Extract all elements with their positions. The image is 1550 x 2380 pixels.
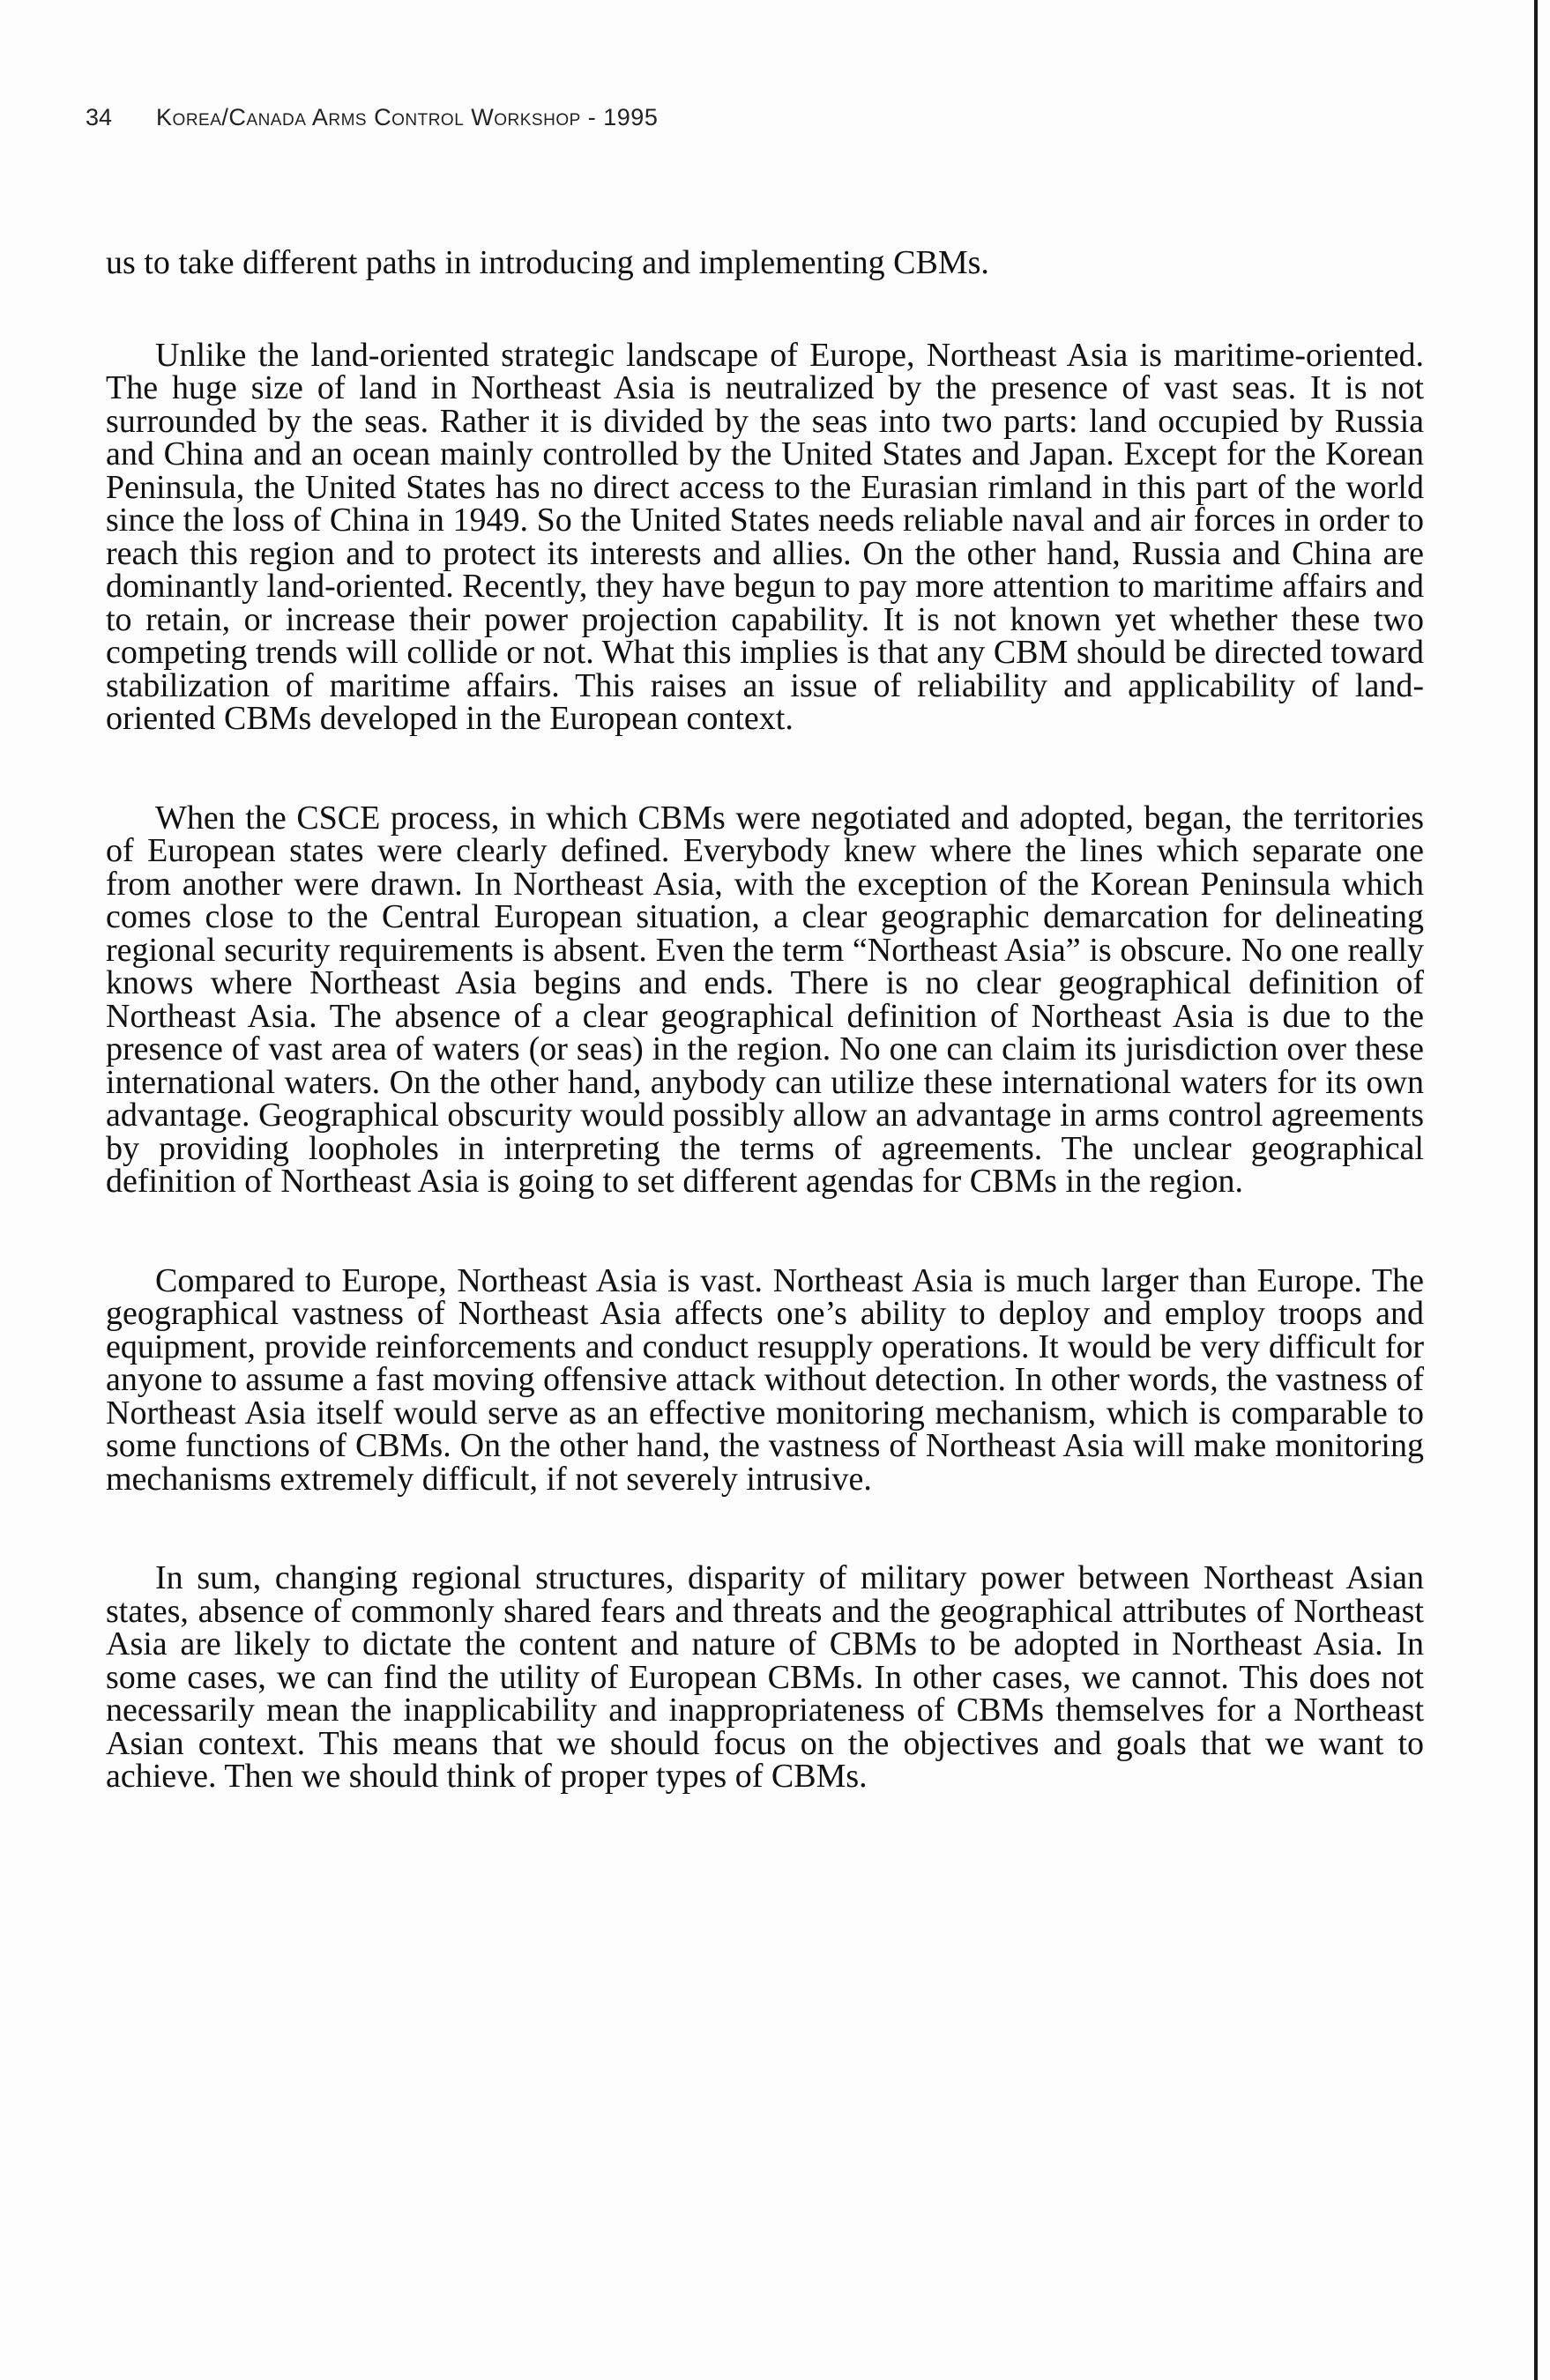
- paragraph-continuation: us to take different paths in introducing and implementing CBMs.: [106, 244, 989, 281]
- page-edge-line: [1534, 0, 1538, 2380]
- paragraph-summary: In sum, changing regional structures, disparity of military power between Northeast Asian states, absence of commonly shared fears and threats and the geographical attributes of Northeast Asia are likely to dictate the content and nature of CBMs to be adopted in Northeast Asia. In some cases, we can find the utility of European CBMs. In other cases, we cannot. This does not necessarily mean the inapplicability and inappropriateness of CBMs themselves for a Northeast Asian context. This means that we should focus on the objectives and goals that we want to achieve. Then we should think of proper types of CBMs.: [106, 1559, 1424, 1795]
- running-title: Korea/Canada Arms Control Workshop - 1995: [156, 104, 659, 130]
- page-header: [86, 104, 658, 131]
- body-text: [106, 244, 1424, 1860]
- paragraph-maritime: Unlike the land-oriented strategic landscape of Europe, Northeast Asia is maritime-oriented. The huge size of land in Northeast Asia is neutralized by the presence of vast seas. It is not surrounded by the seas. Rather it is divided by the seas into two parts: land occupied by Russia and China and an ocean mainly controlled by the United States and Japan. Except for the Korean Peninsula, the United States has no direct access to the Eurasian rimland in this part of the world since the loss of China in 1949. So the United States needs reliable naval and air forces in order to reach this region and to protect its interests and allies. On the other hand, Russia and China are dominantly land-oriented. Recently, they have begun to pay more attention to maritime affairs and to retain, or increase their power projection capability. It is not known yet whether these two competing trends will collide or not. What this implies is that any CBM should be directed toward stabilization of maritime affairs. This raises an issue of reliability and applicability of land-oriented CBMs developed in the European context.: [106, 336, 1424, 737]
- paragraph-vastness: Compared to Europe, Northeast Asia is vast. Northeast Asia is much larger than Europe. The geographical vastness of Northeast Asia affects one’s ability to deploy and employ troops and equipment, provide reinforcements and conduct resupply operations. It would be very difficult for anyone to assume a fast moving offensive attack without detection. In other words, the vastness of Northeast Asia itself would serve as an effective monitoring mechanism, which is comparable to some functions of CBMs. On the other hand, the vastness of Northeast Asia will make monitoring mechanisms extremely difficult, if not severely intrusive.: [106, 1261, 1424, 1498]
- page-number: 34: [86, 104, 113, 130]
- paragraph-csce: When the CSCE process, in which CBMs were negotiated and adopted, began, the territories of European states were clearly defined. Everybody knew where the lines which separate one from another were drawn. In Northeast Asia, with the exception of the Korean Peninsula which comes close to the Central European situation, a clear geographic demarcation for delineating regional security requirements is absent. Even the term “Northeast Asia” is obscure. No one really knows where Northeast Asia begins and ends. There is no clear geographical definition of Northeast Asia. The absence of a clear geographical definition of Northeast Asia is due to the presence of vast area of waters (or seas) in the region. No one can claim its jurisdiction over these international waters. On the other hand, anybody can utilize these international waters for its own advantage. Geographical obscurity would possibly allow an advantage in arms control agreements by providing loopholes in interpreting the terms of agreements. The unclear geographical definition of Northeast Asia is going to set different agendas for CBMs in the region.: [106, 799, 1424, 1200]
